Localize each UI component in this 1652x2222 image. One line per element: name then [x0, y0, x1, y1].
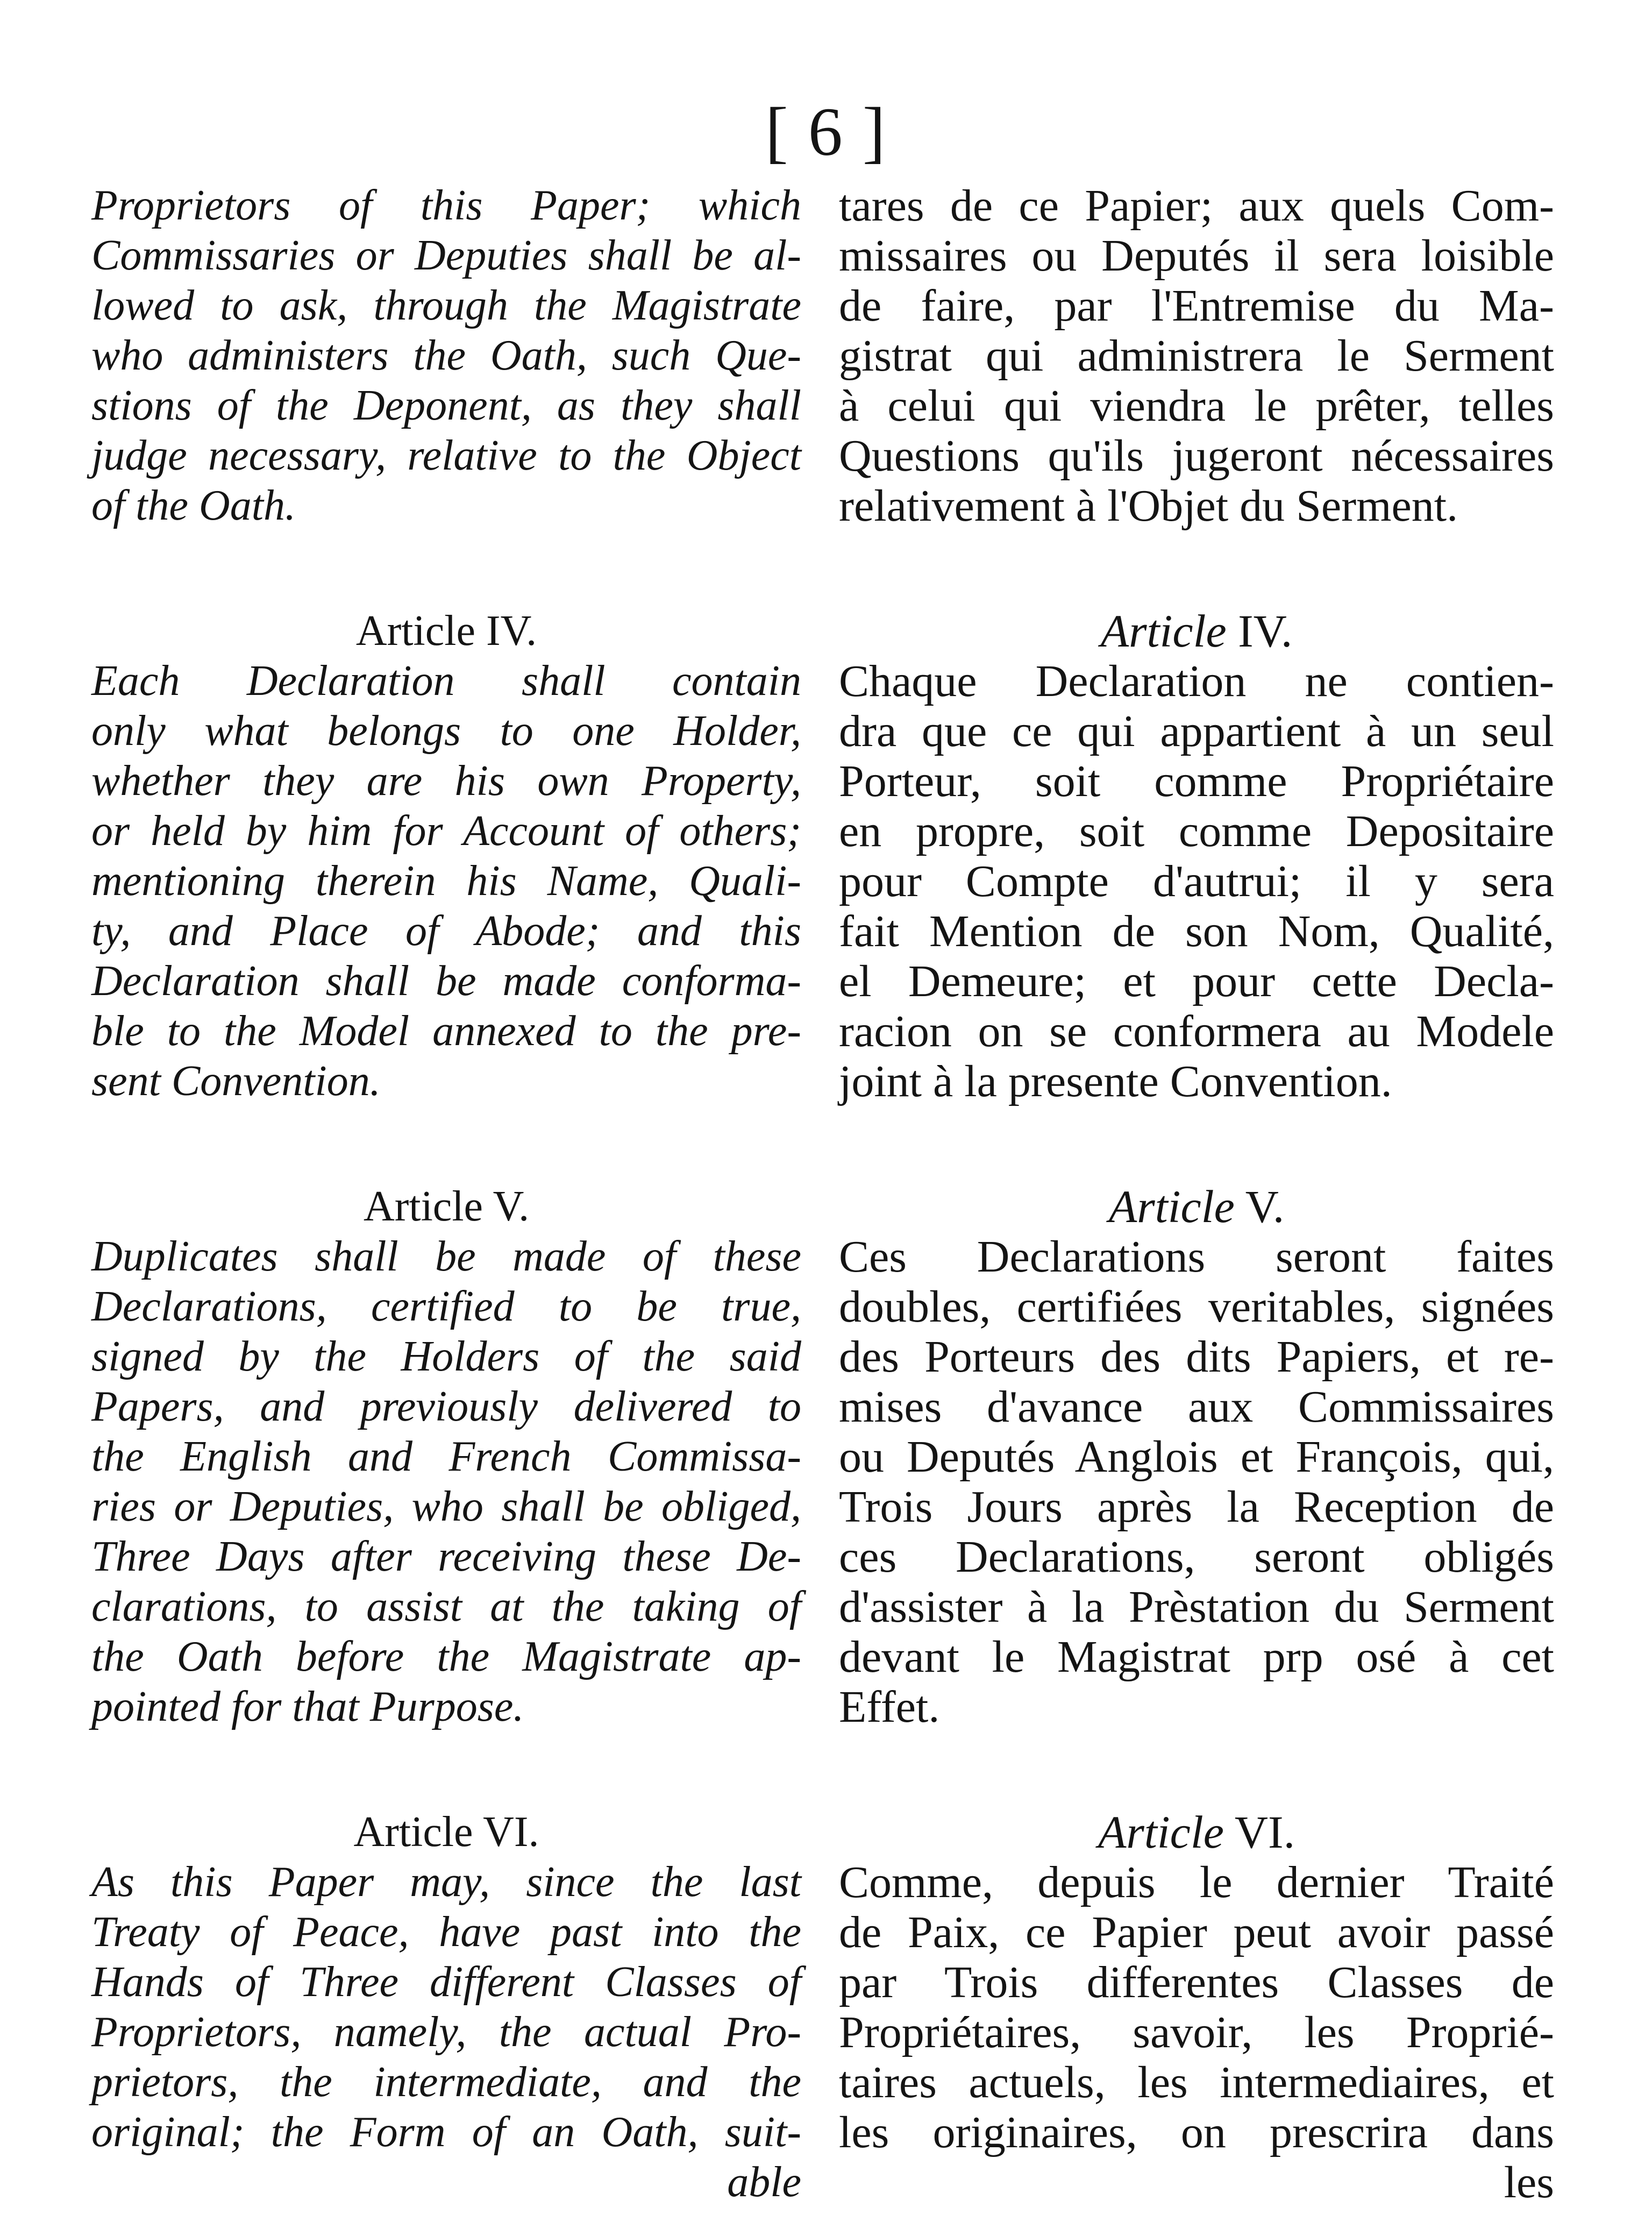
text-line: prietors, the intermediate, and the: [91, 2058, 801, 2106]
text-line: joint à la presente Convention.: [839, 1056, 1392, 1106]
text-line: racion on se conformera au Modele: [839, 1006, 1554, 1056]
article-vi-english: [91, 1857, 801, 2207]
text-line: Declaration shall be made conforma-: [91, 957, 801, 1005]
heading-word: Article: [1108, 1181, 1235, 1232]
catchword: able: [727, 2159, 801, 2206]
article-heading: [839, 1182, 1554, 1232]
text-line: Hands of Three different Classes of: [91, 1958, 801, 2006]
article-heading: Article VI.: [353, 1808, 539, 1856]
heading-number: VI.: [1234, 1806, 1295, 1858]
text-line: lowed to ask, through the Magistrate: [91, 282, 801, 329]
article-vi-french: [839, 1857, 1554, 2207]
text-line: sent Convention.: [91, 1057, 381, 1105]
article-v-english: [91, 1232, 801, 1732]
text-line: par Trois differentes Classes de: [839, 1957, 1554, 2007]
text-line: de faire, par l'Entremise du Ma-: [839, 281, 1554, 331]
text-line: stions of the Deponent, as they shall: [91, 382, 801, 429]
text-line: fait Mention de son Nom, Qualité,: [839, 906, 1554, 956]
text-line: Comme, depuis le dernier Traité: [839, 1857, 1554, 1907]
text-line: à celui qui viendra le prêter, telles: [839, 381, 1554, 431]
text-line: clarations, to assist at the taking of: [91, 1583, 801, 1630]
text-line: Three Days after receiving these De-: [91, 1533, 801, 1580]
text-line: Trois Jours après la Reception de: [839, 1482, 1554, 1532]
text-line: of the Oath.: [91, 482, 296, 529]
french-column: [839, 181, 1554, 2207]
article-heading: Article IV.: [355, 607, 537, 655]
text-line: tares de ce Papier; aux quels Com-: [839, 181, 1554, 231]
text-line: devant le Magistrat prp osé à cet: [839, 1632, 1554, 1682]
article-heading: [839, 606, 1554, 656]
heading-number: IV.: [1238, 605, 1293, 657]
text-line: doubles, certifiées veritables, signées: [839, 1282, 1554, 1332]
text-line: gistrat qui administrera le Serment: [839, 331, 1554, 381]
text-line: only what belongs to one Holder,: [91, 707, 801, 755]
text-line: les originaires, on prescrira dans: [839, 2107, 1554, 2157]
text-line: des Porteurs des dits Papiers, et re-: [839, 1332, 1554, 1382]
text-line: Questions qu'ils jugeront nécessaires: [839, 431, 1554, 481]
article-heading: [839, 1807, 1554, 1857]
text-line: mises d'avance aux Commissaires: [839, 1382, 1554, 1432]
article-heading: Article V.: [363, 1183, 530, 1230]
text-line: the English and French Commissa-: [91, 1433, 801, 1480]
heading-number: V.: [1245, 1181, 1285, 1232]
text-line: Papers, and previously delivered to: [91, 1383, 801, 1430]
text-line: Treaty of Peace, have past into the: [91, 1908, 801, 1956]
text-line: dra que ce qui appartient à un seul: [839, 706, 1554, 756]
catchword: les: [1504, 2157, 1554, 2207]
text-line: Chaque Declaration ne contien-: [839, 656, 1554, 706]
article-iv-french: [839, 656, 1554, 1106]
text-line: pour Compte d'autrui; il y sera: [839, 856, 1554, 906]
text-line: taires actuels, les intermediaires, et: [839, 2057, 1554, 2107]
text-line: mentioning therein his Name, Quali-: [91, 857, 801, 905]
text-line: ty, and Place of Abode; and this: [91, 907, 801, 955]
heading-word: Article: [1098, 1806, 1224, 1858]
text-line: d'assister à la Prèstation du Serment: [839, 1582, 1554, 1632]
heading-word: Article: [1100, 605, 1227, 657]
french-paragraph-continued: [839, 181, 1554, 531]
text-line: de Paix, ce Papier peut avoir passé: [839, 1907, 1554, 1957]
text-line: judge necessary, relative to the Object: [91, 432, 801, 479]
text-line: the Oath before the Magistrate ap-: [91, 1633, 801, 1680]
text-line: ries or Deputies, who shall be obliged,: [91, 1483, 801, 1530]
text-line: Proprietors of this Paper; which: [91, 182, 801, 229]
text-line: el Demeure; et pour cette Decla-: [839, 956, 1554, 1006]
text-line: ble to the Model annexed to the pre-: [91, 1007, 801, 1055]
text-line: pointed for that Purpose.: [91, 1683, 524, 1730]
text-line: Duplicates shall be made of these: [91, 1233, 801, 1280]
text-line: Declarations, certified to be true,: [91, 1283, 801, 1330]
text-line: Effet.: [839, 1682, 940, 1732]
text-line: Porteur, soit comme Propriétaire: [839, 756, 1554, 806]
text-line: whether they are his own Property,: [91, 757, 801, 805]
text-line: or held by him for Account of others;: [91, 807, 801, 855]
text-line: who administers the Oath, such Que-: [91, 332, 801, 379]
text-line: Commissaries or Deputies shall be al-: [91, 232, 801, 279]
text-line: relativement à l'Objet du Serment.: [839, 481, 1458, 531]
article-iv-english: [91, 656, 801, 1106]
article-v-french: [839, 1232, 1554, 1732]
text-line: Each Declaration shall contain: [91, 657, 801, 705]
text-line: signed by the Holders of the said: [91, 1333, 801, 1380]
text-line: Proprietors, namely, the actual Pro-: [91, 2008, 801, 2056]
text-line: Ces Declarations seront faites: [839, 1232, 1554, 1282]
text-line: As this Paper may, since the last: [91, 1858, 801, 1906]
text-line: missaires ou Deputés il sera loisible: [839, 231, 1554, 281]
text-line: ces Declarations, seront obligés: [839, 1532, 1554, 1582]
english-paragraph-continued: [91, 181, 801, 531]
text-line: ou Deputés Anglois et François, qui,: [839, 1432, 1554, 1482]
page-number: [ 6 ]: [765, 94, 887, 170]
english-column: [91, 181, 801, 2207]
text-line: en propre, soit comme Depositaire: [839, 806, 1554, 856]
text-line: Propriétaires, savoir, les Proprié-: [839, 2007, 1554, 2057]
text-line: original; the Form of an Oath, suit-: [91, 2109, 801, 2156]
